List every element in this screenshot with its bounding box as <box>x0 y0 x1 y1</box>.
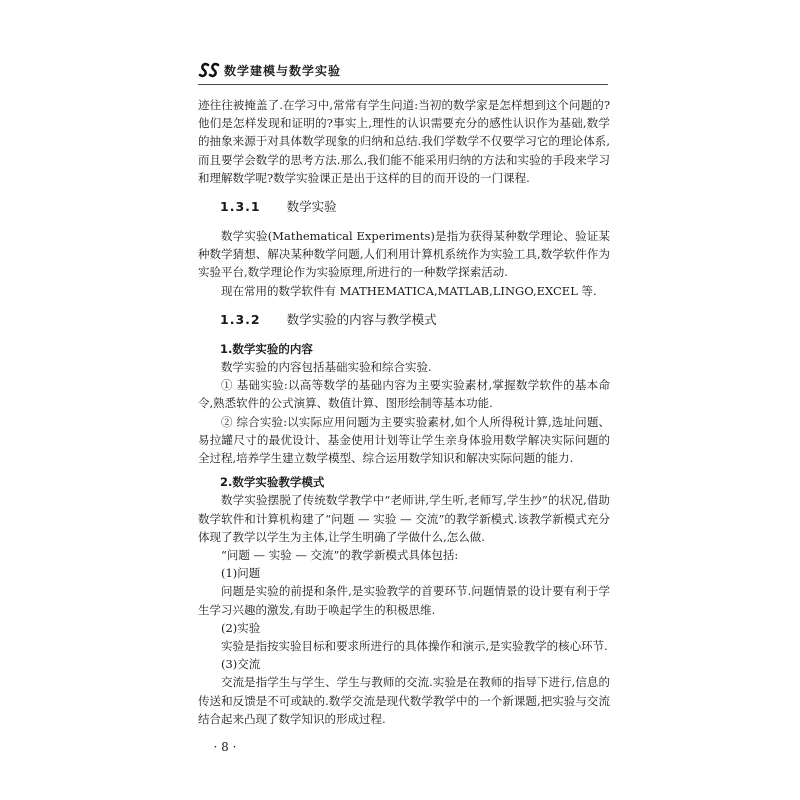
continued-paragraph: 迹往往被掩盖了.在学习中,常常有学生问道:当初的数学家是怎样想到这个问题的?他们是怎样发现和证明的?事实上,理性的认识需要充分的感性认识作为基础,数学的抽象来源于对具体数学现象的归纳和总结.我们学数学不仅要学习它的理论体系,而且要学会数学的思考方法.那么,我们能不能采用归纳的方法和实验的手段来学习和理解数学呢?数学实验课正是出于这样的目的而开设的一门课程. <box>198 98 610 185</box>
item-experiment-text: 实验是指按实验目标和要求所进行的具体操作和演示,是实验教学的核心环节. <box>221 639 608 654</box>
section-heading-1-3-2 <box>220 310 610 328</box>
item-communication-text: 交流是指学生与学生、学生与教师的交流.实验是在教师的指导下进行,信息的传送和反馈是不可或缺的.数学交流是现代数学教学中的一个新课题,把实验与交流结合起来凸现了数学知识的形成过程. <box>198 675 610 726</box>
content-intro: 数学实验的内容包括基础实验和综合实验. <box>221 360 432 375</box>
section-title: 数学实验 <box>286 199 337 215</box>
running-header-title: 数学建模与数学实验 <box>224 64 342 78</box>
software-paragraph: 现在常用的数学软件有 MATHEMATICA,MATLAB,LINGO,EXCEL 等. <box>221 283 597 298</box>
item-communication-label: (3)交流 <box>221 657 261 672</box>
subheading-teaching-mode: 2.数学实验教学模式 <box>220 475 325 490</box>
book-logo-icon <box>198 61 220 79</box>
item-problem-label: (1)问题 <box>221 566 261 581</box>
page-body <box>198 96 610 728</box>
item-experiment-label: (2)实验 <box>221 620 261 635</box>
basic-experiment-item: ① 基础实验:以高等数学的基础内容为主要实验素材,掌握数学软件的基本命令,熟悉软件的公式演算、数值计算、图形绘制等基本功能. <box>198 378 610 411</box>
teaching-mode-includes: “问题 — 实验 — 交流”的教学新模式具体包括: <box>221 548 459 563</box>
definition-paragraph: 数学实验(Mathematical Experiments)是指为获得某种数学理论、验证某种数学猜想、解决某种数学问题,人们利用计算机系统作为实验工具,数学软件作为实验平台,数学理论作为实验原理,所进行的一种数学探索活动. <box>198 229 610 280</box>
page-number: · 8 · <box>213 740 237 754</box>
section-heading-1-3-1 <box>220 197 610 215</box>
teaching-mode-paragraph: 数学实验摆脱了传统数学教学中“老师讲,学生听,老师写,学生抄”的状况,借助数学软件和计算机构建了“问题 — 实验 — 交流”的教学新模式.该教学新模式充分体现了教学以学生为主体,让学生明确了学做什么,怎么做. <box>198 493 610 544</box>
running-header <box>198 60 608 85</box>
section-title: 数学实验的内容与教学模式 <box>286 311 437 327</box>
section-number: 1.3.1 <box>220 199 261 215</box>
comprehensive-experiment-item: ② 综合实验:以实际应用问题为主要实验素材,如个人所得税计算,选址问题、易拉罐尺寸的最优设计、基金使用计划等让学生亲身体验用数学解决实际问题的全过程,培养学生建立数学模型、综合运用数学知识和解决实际问题的能力. <box>198 414 610 466</box>
section-number: 1.3.2 <box>220 311 261 327</box>
item-problem-text: 问题是实验的前提和条件,是实验教学的首要环节.问题情景的设计要有利于学生学习兴趣的激发,有助于唤起学生的积极思维. <box>198 584 610 617</box>
subheading-content: 1.数学实验的内容 <box>220 341 313 356</box>
